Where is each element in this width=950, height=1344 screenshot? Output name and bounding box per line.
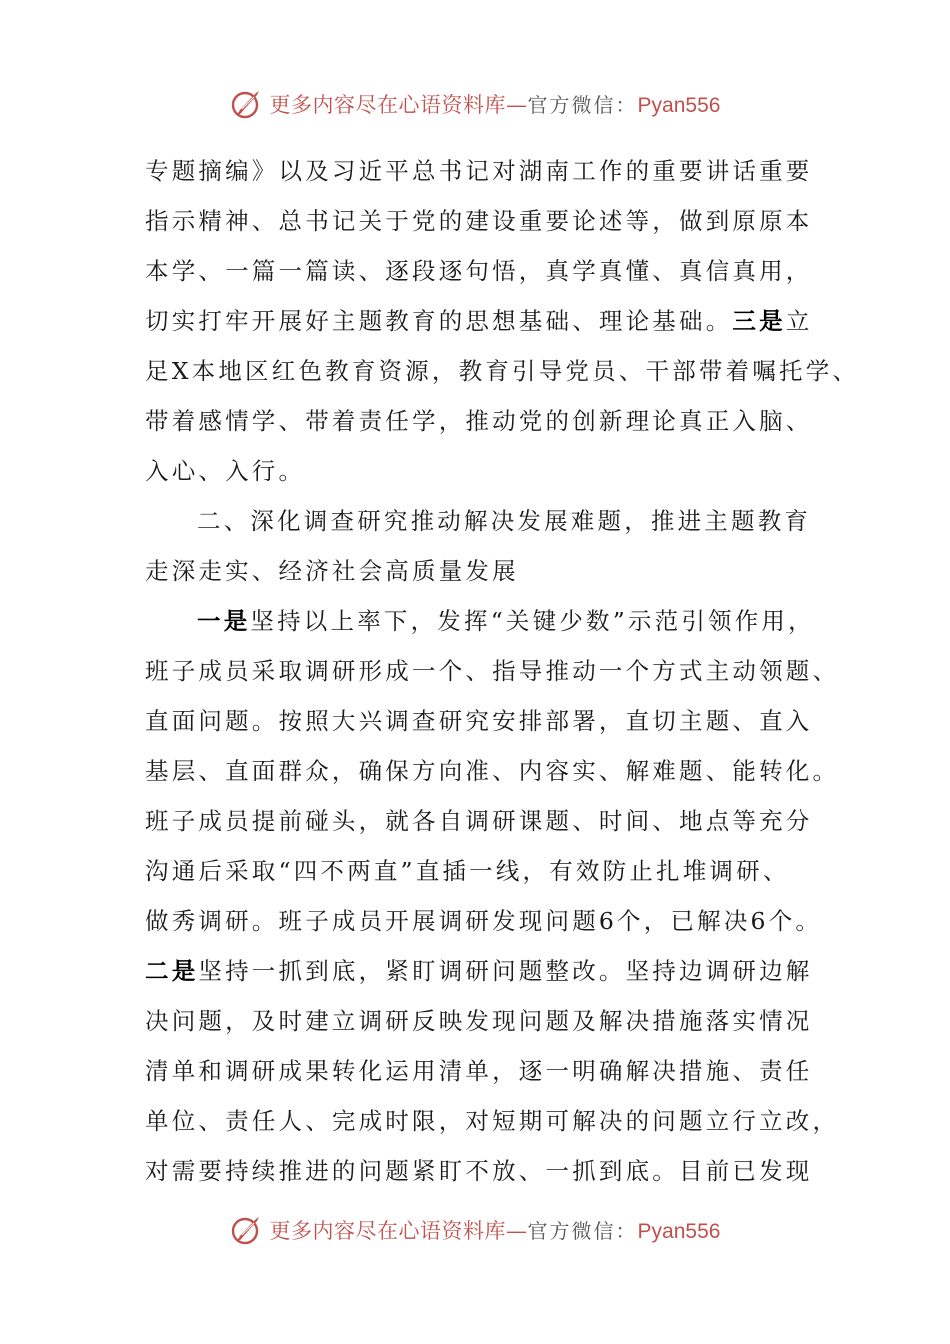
watermark-official-label: 官方微信： <box>527 1219 638 1243</box>
text-segment: 切实打牢开展好主题教育的思想基础、理论基础。 <box>145 307 733 335</box>
text-segment: 做秀调研。班子成员开展调研发现问题6个，已解决6个。 <box>145 907 823 935</box>
watermark-dash: — <box>506 1219 528 1243</box>
text-line <box>145 396 835 446</box>
text-line <box>145 246 835 296</box>
text-segment: 带着感情学、带着责任学，推动党的创新理论真正入脑、 <box>145 407 813 435</box>
text-line <box>145 496 835 546</box>
text-segment: 沟通后采取“四不两直”直插一线，有效防止扎堆调研、 <box>145 857 790 885</box>
watermark-dash: — <box>506 93 528 117</box>
text-line <box>145 996 835 1046</box>
bold-keyword: 三是 <box>732 307 786 335</box>
watermark-text <box>270 1215 721 1245</box>
text-segment: 二、深化调查研究推动解决发展难题，推进主题教育 <box>197 507 812 535</box>
quill-pen-logo-icon <box>230 1213 264 1247</box>
text-segment: 足X本地区红色教育资源，教育引导党员、干部带着嘱托学、 <box>145 357 860 385</box>
text-line <box>145 946 835 996</box>
text-segment: 走深走实、经济社会高质量发展 <box>145 557 519 585</box>
watermark-official-label: 官方微信： <box>527 93 638 117</box>
text-line <box>145 196 835 246</box>
bold-keyword: 一是 <box>197 607 251 635</box>
watermark-wechat-id: Pyan556 <box>637 94 721 117</box>
text-segment: 坚持一抓到底，紧盯调研问题整改。坚持边调研边解 <box>198 957 813 985</box>
text-line <box>145 546 835 596</box>
text-segment: 直面问题。按照大兴调查研究安排部署，直切主题、直入 <box>145 707 813 735</box>
text-segment: 专题摘编》以及习近平总书记对湖南工作的重要讲话重要 <box>145 157 813 185</box>
watermark-footer <box>0 1208 950 1252</box>
text-line <box>145 846 835 896</box>
text-segment: 清单和调研成果转化运用清单，逐一明确解决措施、责任 <box>145 1057 813 1085</box>
watermark-text <box>270 89 721 119</box>
text-line <box>145 646 840 696</box>
text-line <box>145 596 835 646</box>
text-segment: 坚持以上率下，发挥“关键少数”示范引领作用， <box>250 607 815 635</box>
text-segment: 立 <box>785 307 813 335</box>
text-line <box>145 146 835 196</box>
text-line <box>145 346 860 396</box>
quill-pen-logo-icon <box>230 87 264 121</box>
text-line <box>145 1146 835 1196</box>
text-segment: 单位、责任人、完成时限，对短期可解决的问题立行立改， <box>145 1107 840 1135</box>
text-line <box>145 1096 840 1146</box>
document-body <box>145 146 860 1196</box>
text-segment: 本学、一篇一篇读、逐段逐句悟，真学真懂、真信真用， <box>145 257 813 285</box>
watermark-wechat-id: Pyan556 <box>637 1220 721 1243</box>
text-segment: 班子成员提前碰头，就各自调研课题、时间、地点等充分 <box>145 807 813 835</box>
text-segment: 指示精神、总书记关于党的建设重要论述等，做到原原本 <box>145 207 813 235</box>
text-line <box>145 896 835 946</box>
text-line <box>145 746 840 796</box>
watermark-brand: 更多内容尽在心语资料库 <box>269 1219 507 1243</box>
text-segment: 对需要持续推进的问题紧盯不放、一抓到底。目前已发现 <box>145 1157 813 1185</box>
text-segment: 班子成员采取调研形成一个、指导推动一个方式主动领题、 <box>145 657 840 685</box>
text-line <box>145 796 835 846</box>
watermark-header <box>0 82 950 126</box>
text-line <box>145 446 835 496</box>
text-line <box>145 696 835 746</box>
text-segment: 决问题，及时建立调研反映发现问题及解决措施落实情况 <box>145 1007 813 1035</box>
text-segment: 入心、入行。 <box>145 457 306 485</box>
text-line <box>145 296 835 346</box>
bold-keyword: 二是 <box>145 957 199 985</box>
text-segment: 基层、直面群众，确保方向准、内容实、解难题、能转化。 <box>145 757 840 785</box>
text-line <box>145 1046 835 1096</box>
watermark-brand: 更多内容尽在心语资料库 <box>269 93 507 117</box>
